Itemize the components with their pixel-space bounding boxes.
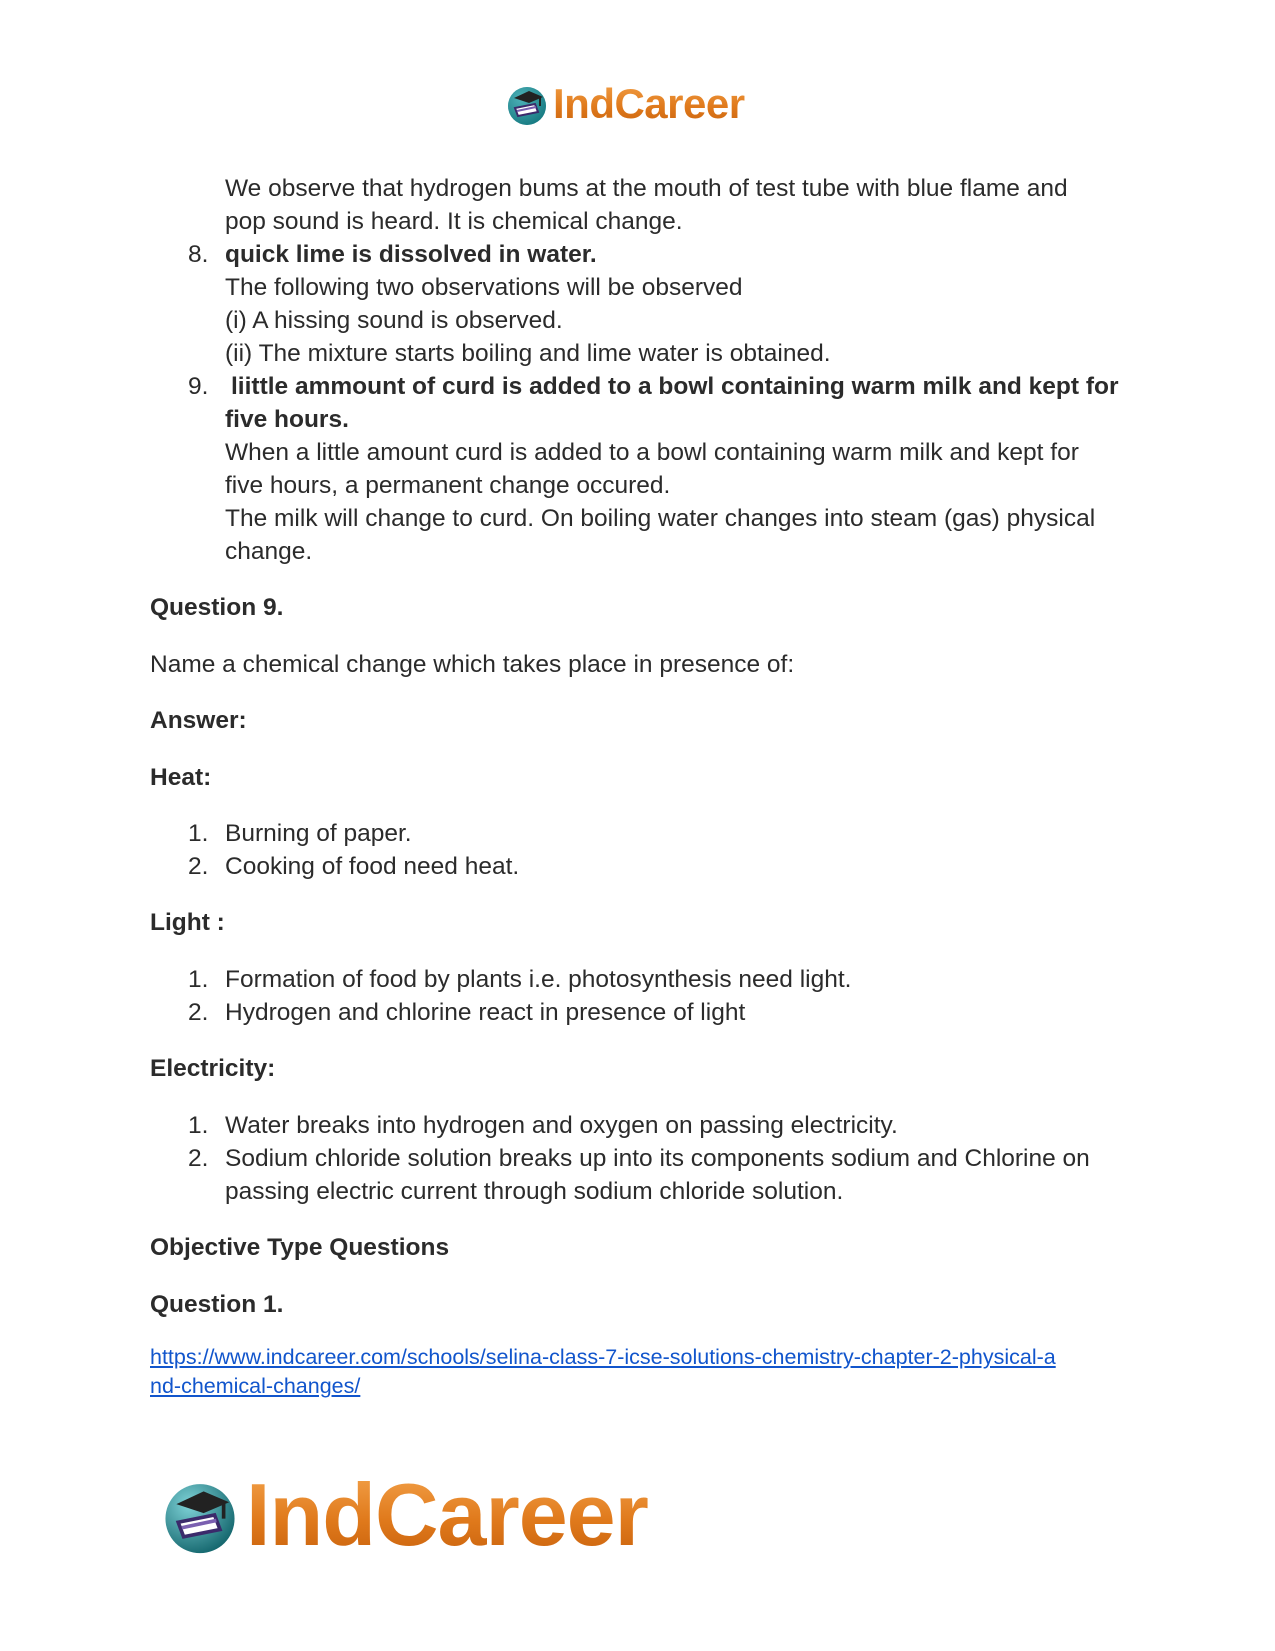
graduate-book-icon xyxy=(160,1475,240,1555)
source-link[interactable]: https://www.indcareer.com/schools/selina-class-7-icse-solutions-chemistry-chapter-2-physical-a xyxy=(150,1345,1056,1369)
list-item: Water breaks into hydrogen and oxygen on passing electricity. xyxy=(225,1112,898,1139)
list-item: Formation of food by plants i.e. photosynthesis need light. xyxy=(225,966,852,993)
list-number: 1. xyxy=(188,1112,209,1139)
list-item: Burning of paper. xyxy=(225,820,412,847)
list-number: 2. xyxy=(188,853,209,880)
text-line: change. xyxy=(225,538,313,565)
text-line: pop sound is heard. It is chemical change. xyxy=(225,208,683,235)
list-item: Sodium chloride solution breaks up into its components sodium and Chlorine on xyxy=(225,1145,1090,1172)
text-line: We observe that hydrogen bums at the mouth of test tube with blue flame and xyxy=(225,175,1068,202)
source-link[interactable]: nd-chemical-changes/ xyxy=(150,1374,361,1398)
text-line: (i) A hissing sound is observed. xyxy=(225,307,563,334)
text-line: five hours, a permanent change occured. xyxy=(225,472,671,499)
text-line: When a little amount curd is added to a bowl containing warm milk and kept for xyxy=(225,439,1079,466)
list-number: 2. xyxy=(188,1145,209,1172)
objective-heading: Objective Type Questions xyxy=(150,1234,450,1261)
footer-logo xyxy=(160,1465,648,1564)
graduate-book-icon xyxy=(505,82,549,126)
list-item-title: five hours. xyxy=(225,406,349,433)
text-line: The following two observations will be observed xyxy=(225,274,743,301)
question-heading: Question 9. xyxy=(150,594,284,621)
list-number: 9. xyxy=(188,373,209,400)
list-number: 2. xyxy=(188,999,209,1026)
list-number: 1. xyxy=(188,820,209,847)
list-item-title: liittle ammount of curd is added to a bowl containing warm milk and kept for xyxy=(231,373,1119,400)
logo-wordmark: IndCareer xyxy=(553,80,745,127)
answer-label: Answer: xyxy=(150,707,247,734)
list-item: passing electric current through sodium chloride solution. xyxy=(225,1178,844,1205)
list-item-title: quick lime is dissolved in water. xyxy=(225,241,597,268)
text-line: (ii) The mixture starts boiling and lime water is obtained. xyxy=(225,340,831,367)
list-item: Hydrogen and chlorine react in presence of light xyxy=(225,999,746,1026)
list-number: 8. xyxy=(188,241,209,268)
section-label-electricity: Electricity: xyxy=(150,1055,276,1082)
question-text: Name a chemical change which takes place in presence of: xyxy=(150,651,795,678)
section-label-heat: Heat: xyxy=(150,764,212,791)
section-label-light: Light : xyxy=(150,909,225,936)
logo-wordmark: IndCareer xyxy=(246,1465,648,1564)
question-heading: Question 1. xyxy=(150,1291,284,1318)
header-logo xyxy=(505,80,745,128)
list-number: 1. xyxy=(188,966,209,993)
text-line: The milk will change to curd. On boiling water changes into steam (gas) physical xyxy=(225,505,1096,532)
list-item: Cooking of food need heat. xyxy=(225,853,520,880)
